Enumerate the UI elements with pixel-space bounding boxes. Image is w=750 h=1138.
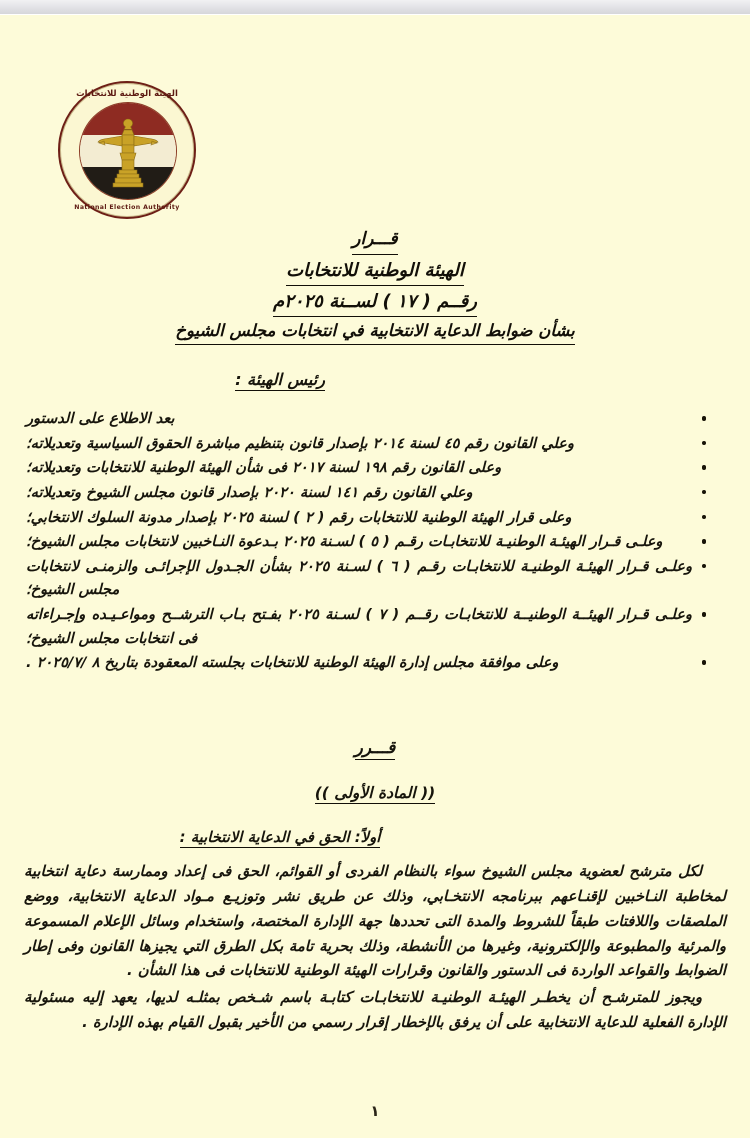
seal-arabic-ring-text: الهيئة الوطنية للانتخابات xyxy=(76,89,178,99)
page-number: ١ xyxy=(370,1102,380,1120)
eagle-of-saladin-icon xyxy=(91,113,165,193)
list-item: بعد الاطلاع على الدستور xyxy=(26,407,706,431)
seal-inner-disc xyxy=(79,102,177,200)
paragraph: ويجوز للمترشـح أن يخطـر الهيئـة الوطنيـة للانتخابـات كتابـة باسم شـخص بمثلـه لديها، يعهد إليه مسئولية الإدارة الفعلية للدعاية الانتخابية على أن يرفق بالإخطار إقرار رسمي من الأخير بقبول القيام بهذه الإدارة . xyxy=(24,989,726,1032)
list-item: وعلي القانون رقم ٤٥ لسنة ٢٠١٤ بإصدار قانون بتنظيم مباشرة الحقوق السياسية وتعديلاته؛ xyxy=(26,432,706,456)
article-one-heading: (( المادة الأولى )) xyxy=(314,784,436,802)
list-item: وعلـى قـرار الهيئــة الوطنيــة للانتخابـات رقــم ( ٧ ) لسـنة ٢٠٢٥ بفـتح بـاب الترشــح ومواعـيـده وإجـراءاته فى انتخابات مجلس الشيوخ؛ xyxy=(26,603,706,650)
seal-english-ring-text: National Election Authority xyxy=(74,203,180,211)
viewer-top-strip xyxy=(0,0,750,15)
document-title-block xyxy=(0,227,750,345)
list-item: وعلي القانون رقم ١٤١ لسنة ٢٠٢٠ بإصدار قانون مجلس الشيوخ وتعديلاته؛ xyxy=(26,481,706,505)
document-page xyxy=(0,15,750,1138)
title-line-subject: بشأن ضوابط الدعاية الانتخابية في انتخابات مجلس الشيوخ xyxy=(0,319,750,346)
section-heading-right-to-campaign: أولاً: الحق في الدعاية الانتخابية : xyxy=(179,829,381,846)
title-line-decree: قـــرار xyxy=(0,227,750,255)
recitals-list xyxy=(26,407,724,676)
list-item: وعلى القانون رقم ١٩٨ لسنة ٢٠١٧ فى شأن الهيئة الوطنية للانتخابات وتعديلاته؛ xyxy=(26,456,706,480)
decided-heading: قـــرر xyxy=(354,738,396,758)
list-item: وعلـى قـرار الهيئـة الوطنيـة للانتخابـات رقـم ( ٥ ) لسـنة ٢٠٢٥ بـدعوة النـاخبين لانتخابات مجلس الشيوخ؛ xyxy=(26,530,706,554)
president-of-authority-heading: رئيس الهيئة : xyxy=(235,370,325,389)
title-line-number-year: رقــم ( ١٧ ) لســنة ٢٠٢٥م xyxy=(0,288,750,317)
title-line-authority: الهيئة الوطنية للانتخابات xyxy=(0,257,750,286)
seal-outer-ring xyxy=(58,81,196,219)
list-item: وعلى قرار الهيئة الوطنية للانتخابات رقم ( ٢ ) لسنة ٢٠٢٥ بإصدار مدونة السلوك الانتخابي؛ xyxy=(26,506,706,530)
list-item: وعلـى قـرار الهيئـة الوطنيـة للانتخابـات رقـم ( ٦ ) لسـنة ٢٠٢٥ بشأن الجـدول الإجرائـى والزمنـى لانتخابات مجلس الشيوخ؛ xyxy=(26,555,706,602)
article-body xyxy=(24,860,726,1038)
national-election-authority-logo xyxy=(50,73,210,233)
paragraph: لكل مترشح لعضوية مجلس الشيوخ سواء بالنظام الفردى أو القوائم، الحق فى إعداد وممارسة دعاية انتخابية لمخاطبة النـاخبين لإقنـاعهم ببرنامجه الانتخـابي، وذلك عن طريق نشر وتوزيـع مـواد الدعاية الانتخابية، ووضع الملصقات واللافتات طبقاً للشروط والمدة التى تحددها جهة الإدارة المختصة، واستخدام وسائل الإعلام المسموعة والمرئية والمطبوعة والإلكترونية، وغيرها من الأنشطة، وذلك بحرية تامة بكل الطرق التي يجيزها القانون وفى إطار الضوابط والقواعد الواردة فى الدستور والقانون وقرارات الهيئة الوطنية للانتخابات فى هذا الشأن . xyxy=(24,863,726,980)
list-item: وعلى موافقة مجلس إدارة الهيئة الوطنية للانتخابات بجلسته المعقودة بتاريخ ٨ /٢٠٢٥/٧ . xyxy=(26,651,706,675)
